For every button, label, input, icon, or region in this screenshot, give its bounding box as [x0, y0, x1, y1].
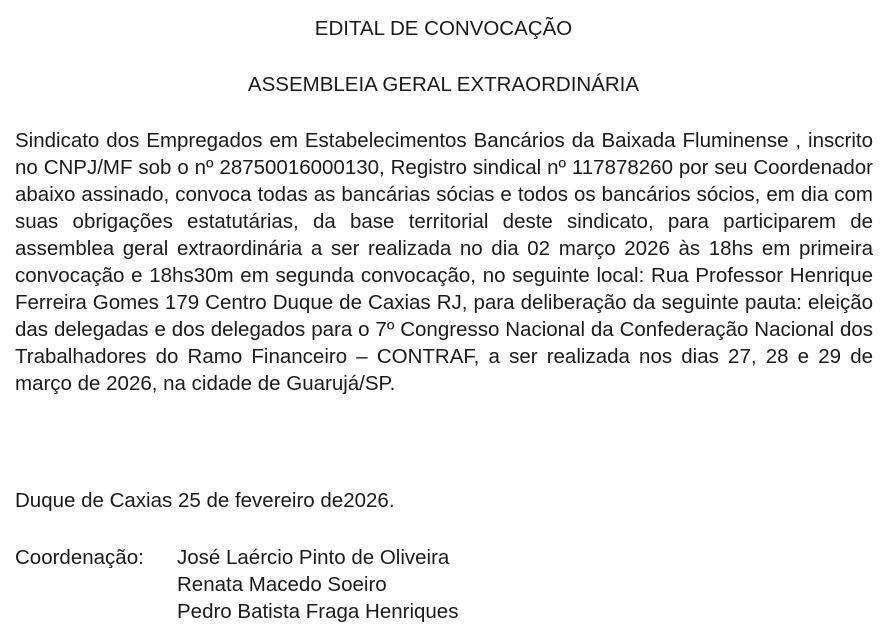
- document-subtitle: ASSEMBLEIA GERAL EXTRAORDINÁRIA: [247, 73, 640, 96]
- coordination-row: [15, 598, 458, 625]
- coordination-row: [15, 544, 458, 571]
- coordination-label-spacer: [15, 598, 177, 625]
- date-line: Duque de Caxias 25 de fevereiro de2026.: [15, 489, 395, 512]
- document-title: EDITAL DE CONVOCAÇÃO: [314, 17, 573, 40]
- coordination-block: [15, 544, 458, 625]
- coordinator-name: José Laércio Pinto de Oliveira: [177, 546, 450, 569]
- coordinator-name: Renata Macedo Soeiro: [177, 573, 387, 596]
- coordinator-name: Pedro Batista Fraga Henriques: [177, 600, 459, 623]
- coordination-label-spacer: [15, 571, 177, 598]
- convocation-paragraph: Sindicato dos Empregados em Estabelecimentos Bancários da Baixada Fluminense , inscrito no CNPJ/MF sob o nº 28750016000130, Registro sindical nº 117878260 por seu Coordenador abaixo assinado, convoca todas as bancárias sócias e todos os bancários sócios, em dia com suas obrigações estatutárias, da base territorial deste sindicato, para participarem de assemblea geral extraordinária a ser realizada no dia 02 março 2026 às 18hs em primeira convocação e 18hs30m em segunda convocação, no seguinte local: Rua Professor Henrique Ferreira Gomes 179 Centro Duque de Caxias RJ, para deliberação da seguinte pauta: eleição das delegadas e dos delegados para o 7º Congresso Nacional da Confederação Nacional dos Trabalhadores do Ramo Financeiro – CONTRAF, a ser realizada nos dias 27, 28 e 29 de março de 2026, na cidade de Guarujá/SP.: [15, 129, 873, 395]
- coordination-label: Coordenação:: [15, 546, 144, 569]
- coordination-row: [15, 571, 458, 598]
